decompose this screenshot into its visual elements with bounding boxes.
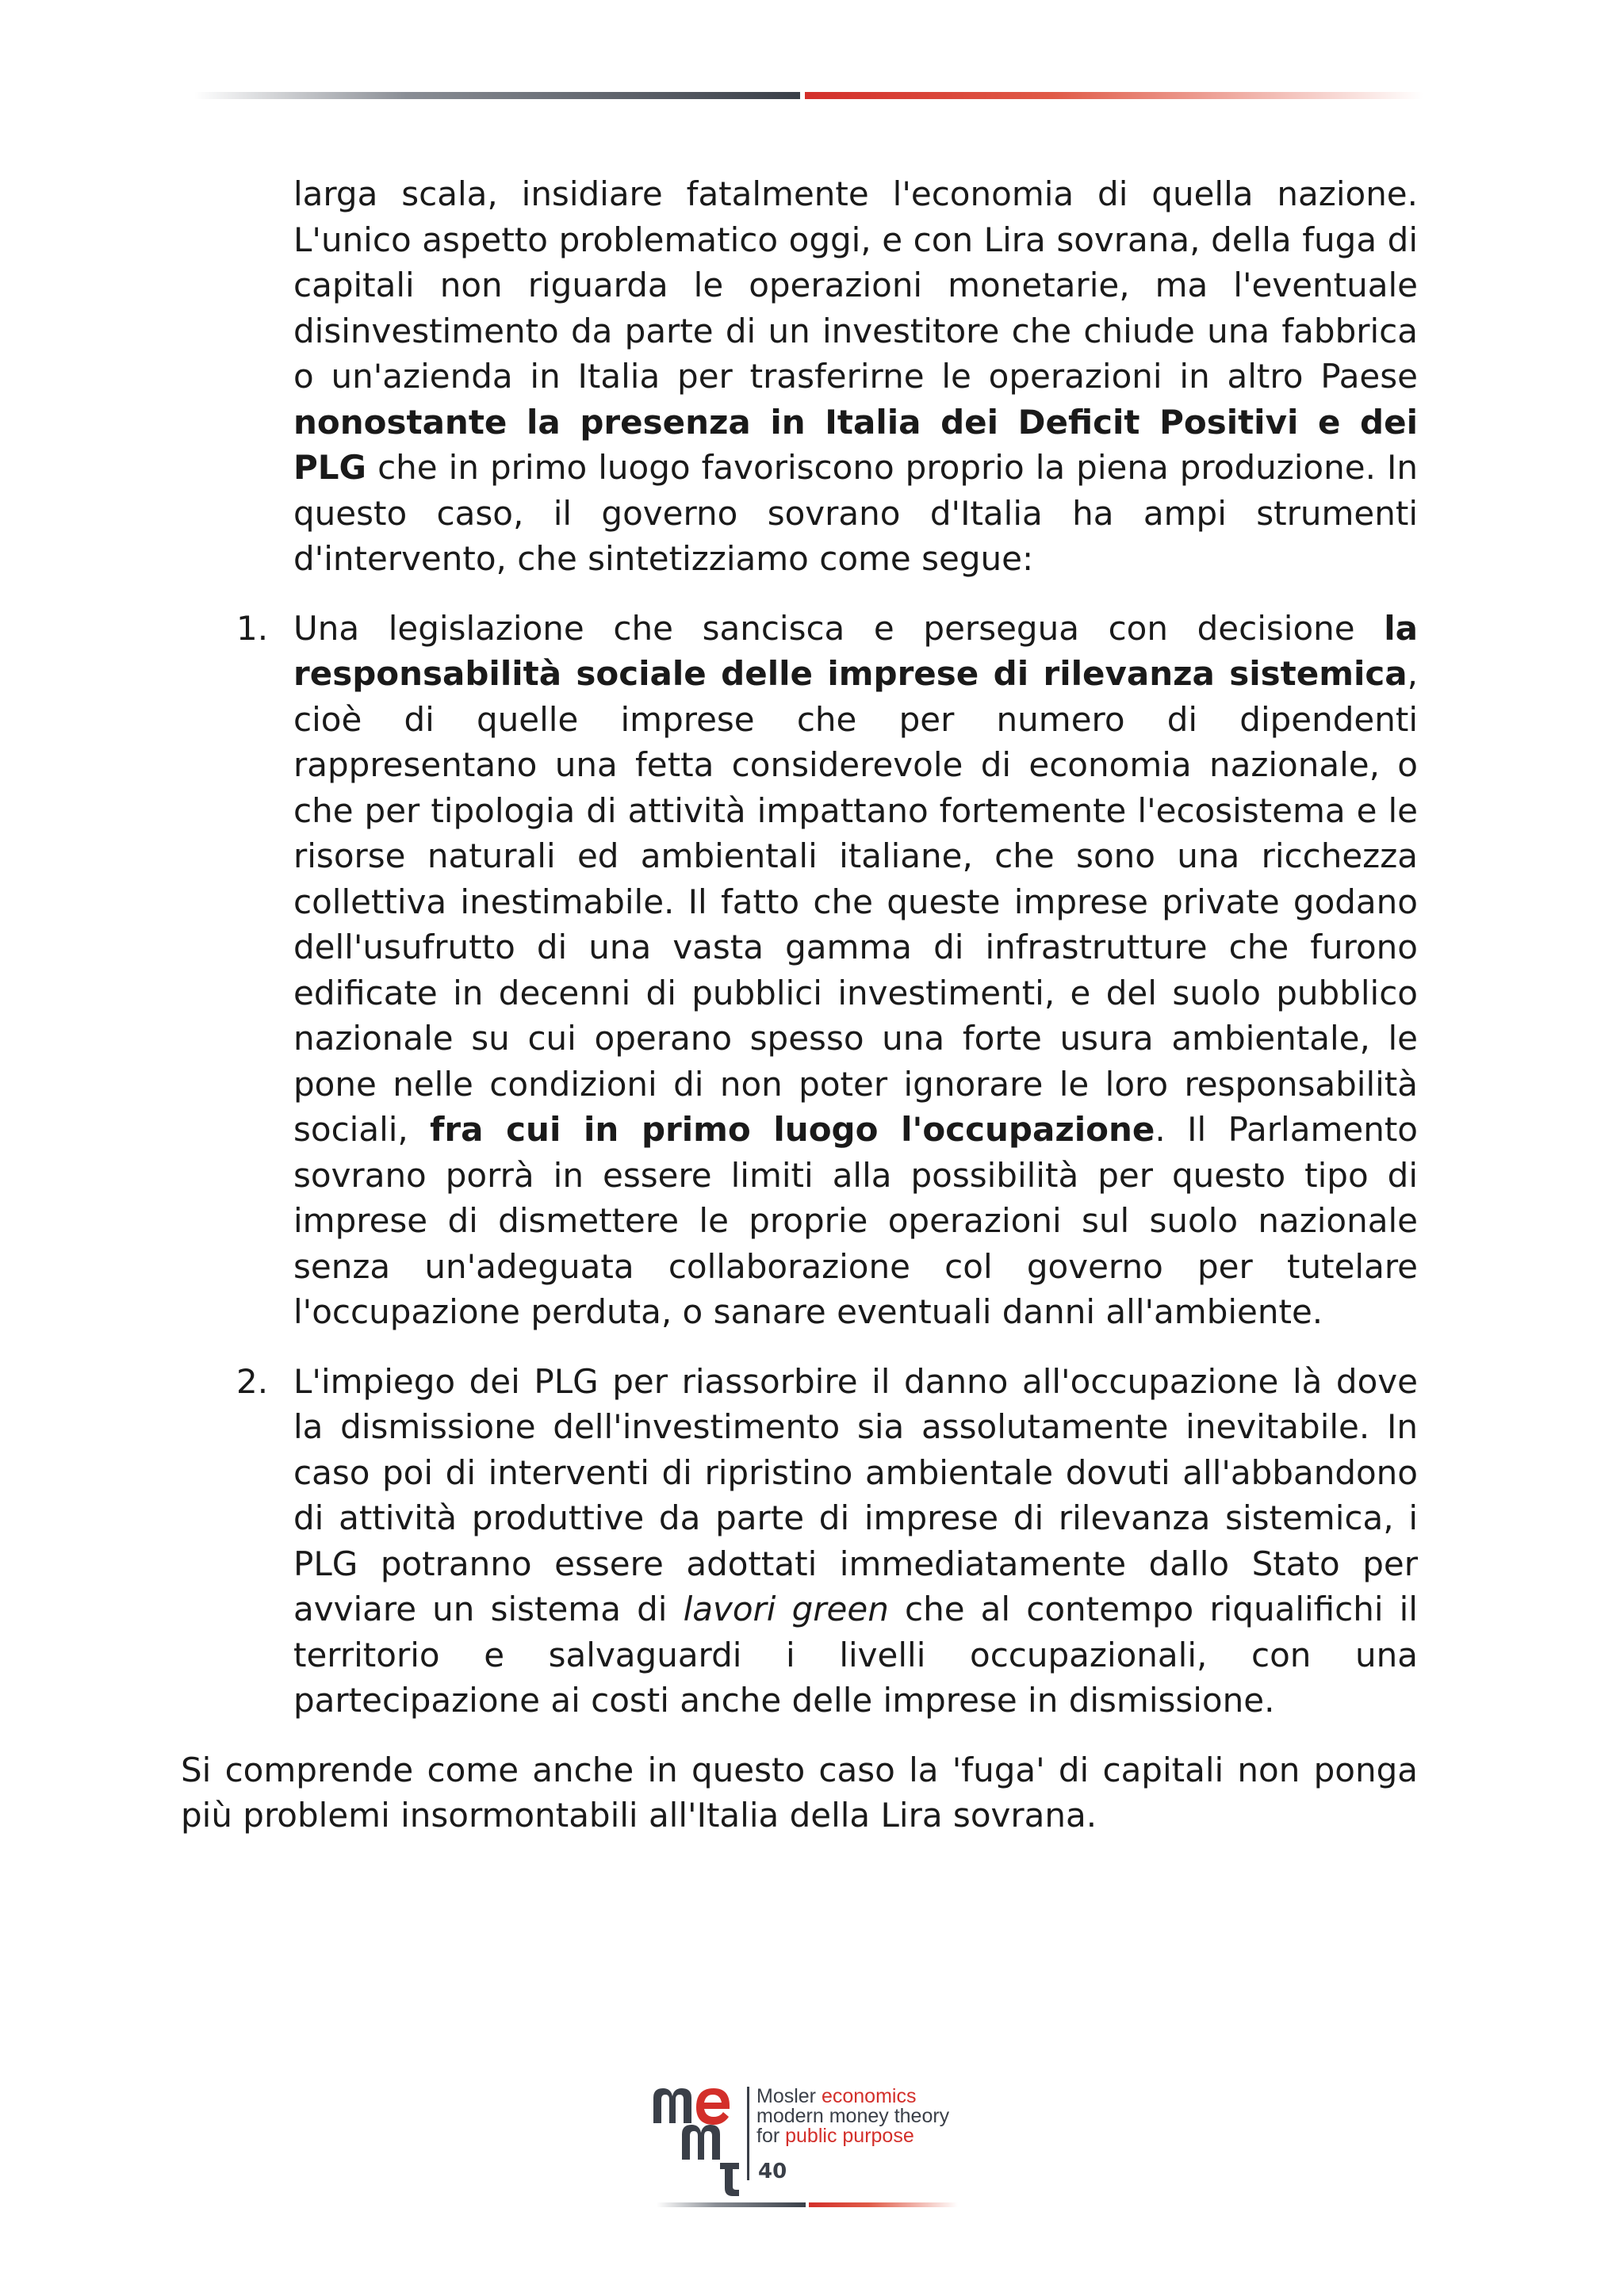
footer-rule-red [809, 2202, 958, 2207]
logo-tagline [756, 2087, 949, 2146]
logo-line2: modern money theory [756, 2105, 950, 2127]
numbered-list [181, 606, 1418, 1724]
page-body [181, 171, 1418, 1839]
logo-line3-b: public purpose [785, 2125, 914, 2147]
list-item [181, 606, 1418, 1335]
bold-text: fra cui in primo luogo l'occupazione [430, 1110, 1155, 1149]
text-run: . Il Parlamento sovrano porrà in essere limiti alla possibilità per questo tipo di imprese di dismettere le proprie operazioni sul suolo nazionale senza un'adeguata collaborazione col governo per tutelare l'occupazione perduta, o sanare eventuali danni all'ambiente. [293, 1110, 1418, 1331]
page-number: 40 [758, 2160, 787, 2183]
header-rule [194, 92, 1423, 99]
text-run: che in primo luogo favoriscono proprio la piena produzione. In questo caso, il governo sovrano d'Italia ha ampi strumenti d'intervento, che sintetizziamo come segue: [293, 448, 1418, 578]
header-rule-red [805, 92, 1423, 99]
footer-rule-dark [657, 2202, 806, 2207]
text-run: larga scala, insidiare fatalmente l'economia di quella nazione. L'unico aspetto problematico oggi, e con Lira sovrana, della fuga di capitali non riguarda le operazioni monetarie, ma l'eventuale disinvestimento da parte di un investitore che chiude una fabbrica o un'azienda in Italia per trasferirne le operazioni in altro Paese [293, 174, 1418, 396]
list-item-number: 1. [236, 608, 269, 648]
footer-rule [657, 2202, 958, 2207]
list-item-number: 2. [236, 1361, 269, 1401]
text-run: che al contempo riqualifichi il territorio e salvaguardi i livelli occupazionali, con una partecipazione ai costi anche delle imprese in dismissione. [293, 1590, 1418, 1720]
publisher-logo [650, 2077, 983, 2196]
bold-text: nonostante la presenza in Italia dei Deficit Positivi e dei PLG [293, 402, 1418, 487]
bold-text: la responsabilità sociale delle imprese di rilevanza sistemica [293, 608, 1418, 693]
logo-line1-a: Mosler [756, 2085, 822, 2107]
intro-paragraph [293, 171, 1418, 582]
mmt-logo-icon [650, 2077, 741, 2196]
list-item-text [293, 606, 1418, 1335]
header-rule-dark [194, 92, 800, 99]
text-run: Una legislazione che sancisca e persegua con decisione [293, 608, 1385, 648]
text-run: L'impiego dei PLG per riassorbire il danno all'occupazione là dove la dismissione dell'investimento sia assolutamente inevitabile. In caso poi di interventi di ripristino ambientale dovuti all'abbandono di attività produttive da parte di imprese di rilevanza sistemica, i PLG potranno essere adottati immediatamente dallo Stato per avviare un sistema di [293, 1361, 1418, 1628]
logo-line3-a: for [756, 2125, 786, 2147]
text-run: , cioè di quelle imprese che per numero di dipendenti rappresentano una fetta considerevole di economia nazionale, o che per tipologia di attività impattano fortemente l'ecosistema e le risorse naturali ed ambientali italiane, che sono una ricchezza collettiva inestimabile. Il fatto che queste imprese private godano dell'usufrutto di una vasta gamma di infrastrutture che furono edificate in decenni di pubblici investimenti, e del suolo pubblico nazionale su cui operano spesso una forte usura ambientale, le pone nelle condizioni di non poter ignorare le loro responsabilità sociali, [293, 654, 1418, 1149]
italic-text: lavori green [683, 1590, 889, 1628]
list-item [181, 1359, 1418, 1724]
list-item-text [293, 1359, 1418, 1724]
conclusion-paragraph: Si comprende come anche in questo caso la 'fuga' di capitali non ponga più problemi insormontabili all'Italia della Lira sovrana. [181, 1750, 1418, 1835]
logo-line1-b: economics [821, 2085, 917, 2107]
logo-divider [747, 2087, 749, 2180]
